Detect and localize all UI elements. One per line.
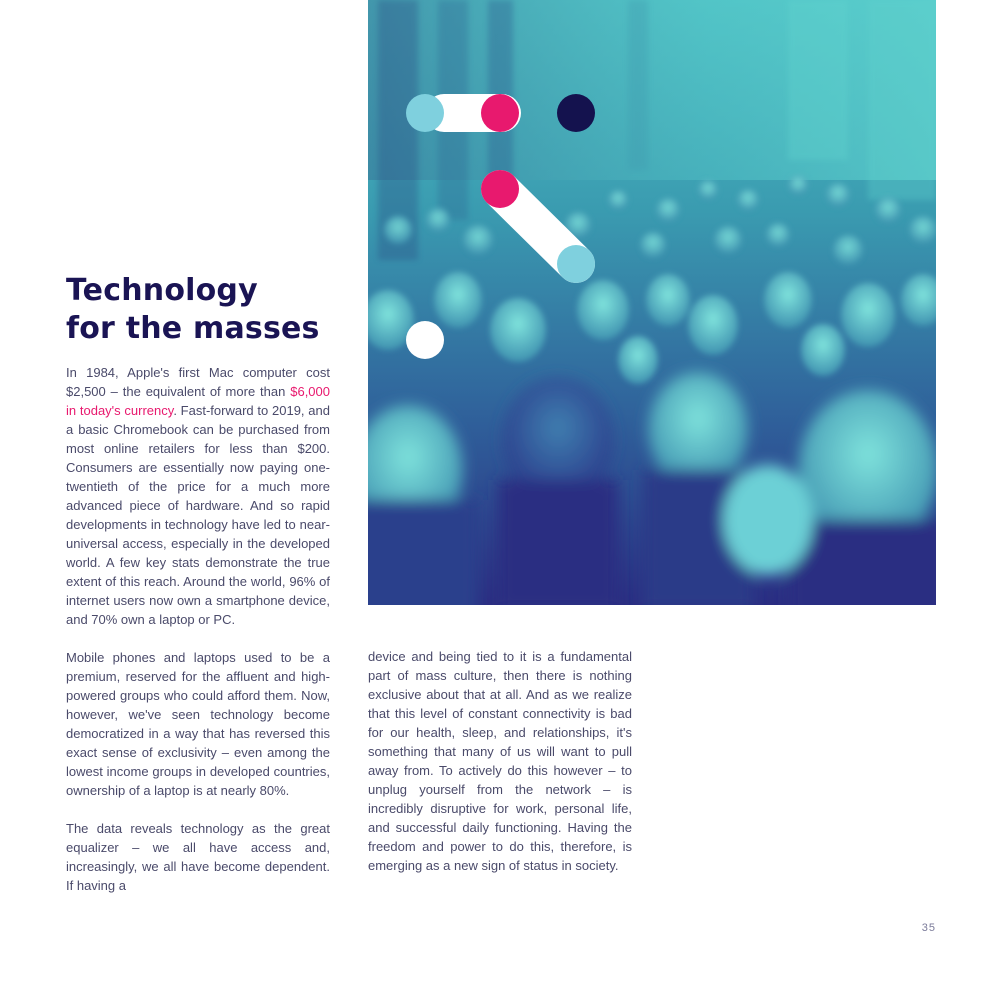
- crowd-photo-icon: [368, 0, 936, 605]
- paragraph-3: The data reveals technology as the great equalizer – we all have access and, increasingly, we all have become dependent. If having a: [66, 821, 330, 893]
- page-number: 35: [921, 922, 936, 934]
- paragraph-1: In 1984, Apple's first Mac computer cost $2,500 – the equivalent of more than $6,000 in today's currency. Fast-forward to 2019, and a basic Chromebook can be purchased from most online retailers for less than $200. Consumers are essentially now paying one-twentieth of the price for a much more advanced piece of hardware. And so rapid developments in technology have led to near-universal access, especially in the developed world. A few key stats demonstrate the true extent of this reach. Around the world, 96% of internet users now own a smartphone device, and 70% own a laptop or PC.: [66, 365, 330, 627]
- page-title: [66, 272, 356, 348]
- title-line-2: for the masses: [66, 311, 320, 346]
- body-column-2: [368, 647, 632, 875]
- currency-link[interactable]: $6,000 in today's currency: [66, 384, 330, 418]
- body-column-1: [66, 363, 330, 895]
- crowd-photo: [368, 0, 936, 605]
- paragraph-2: Mobile phones and laptops used to be a premium, reserved for the affluent and high-powered groups who could afford them. Now, however, we've seen technology become democratized in a way that has reversed this exact sense of exclusivity – even among the lowest income groups in developed countries, ownership of a laptop is at nearly 80%.: [66, 650, 330, 798]
- title-line-1: Technology: [66, 273, 258, 308]
- paragraph-4: device and being tied to it is a fundamental part of mass culture, then there is nothing exclusive about that at all. And as we realize that this level of constant connectivity is bad for our health, sleep, and relationships, it's something that many of us will want to pull away from. To actively do this however – to unplug yourself from the network – is incredibly disruptive for work, personal life, and successful daily functioning. Having the freedom and power to do this, therefore, is emerging as a new sign of status in society.: [368, 649, 632, 873]
